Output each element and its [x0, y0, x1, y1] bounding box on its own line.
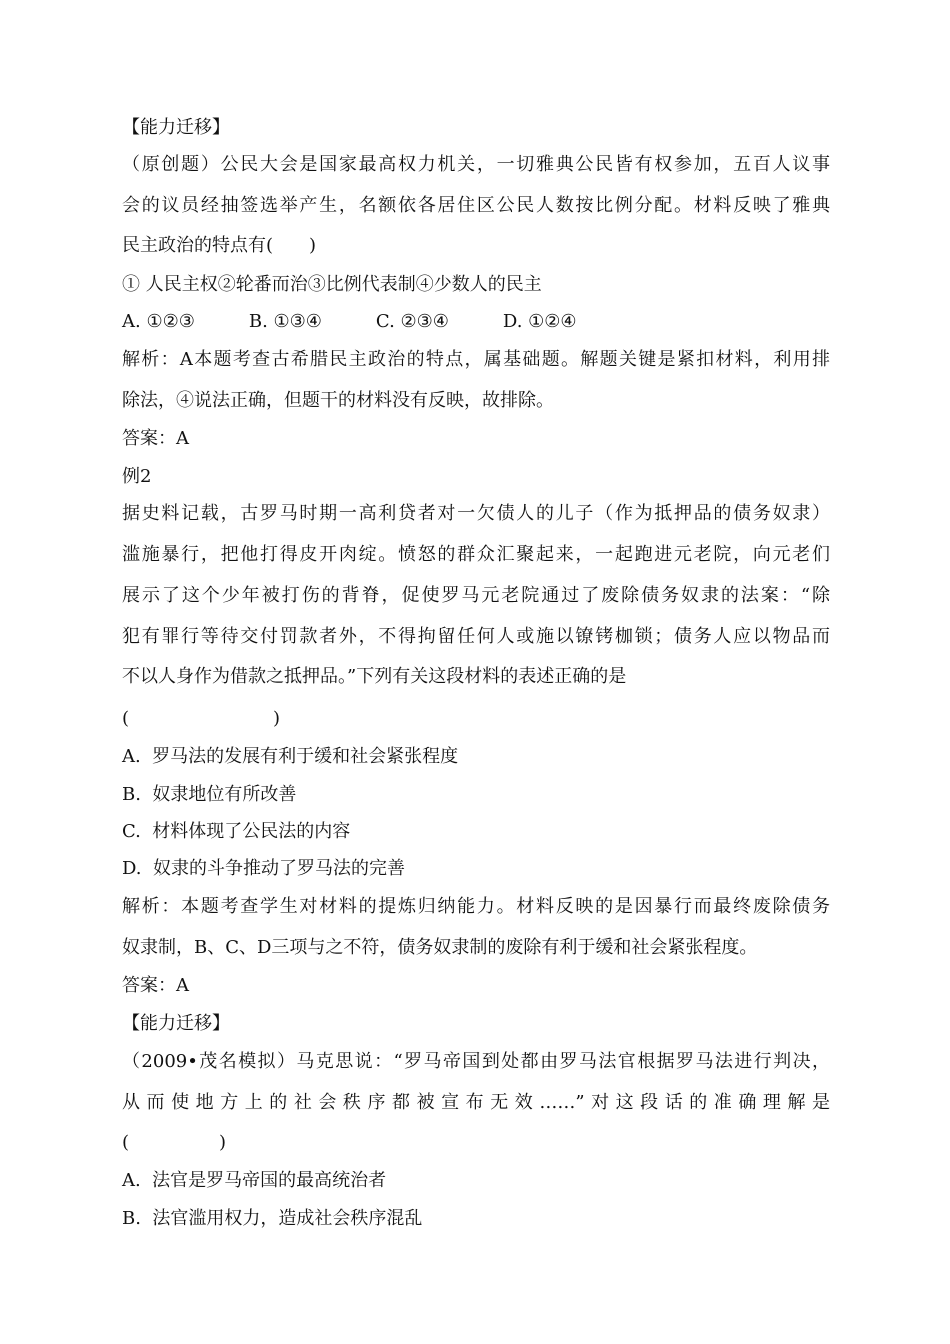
question-text: （2009•茂名模拟）马克思说：“罗马帝国到处都由罗马法官根据罗马法进行判决，	[122, 1051, 830, 1072]
question-text: 据史料记载，古罗马时期一高利贷者对一欠债人的儿子（作为抵押品的债务奴隶）	[122, 503, 830, 524]
section-heading: 【能力迁移】	[122, 117, 230, 138]
answer-choices: A. ①②③ B. ①③④ C. ②③④ D. ①②④	[122, 311, 577, 332]
statement-options: ① 人民主权②轮番而治③比例代表制④少数人的民主	[122, 274, 542, 295]
question-text: （原创题）公民大会是国家最高权力机关，一切雅典公民皆有权参加，五百人议事	[122, 154, 830, 175]
question-text: 展示了这个少年被打伤的背脊，促使罗马元老院通过了废除债务奴隶的法案：“除	[122, 585, 830, 606]
analysis-text: 解析：本题考查学生对材料的提炼归纳能力。材料反映的是因暴行而最终废除债务	[122, 896, 830, 917]
section-heading: 【能力迁移】	[122, 1013, 230, 1034]
analysis-text: 奴隶制，B、C、D三项与之不符，债务奴隶制的废除有利于缓和社会紧张程度。	[122, 937, 758, 958]
analysis-text: 解析：A本题考查古希腊民主政治的特点，属基础题。解题关键是紧扣材料，利用排	[122, 349, 830, 370]
question-text: 从而使地方上的社会秩序都被宣布无效……”对这段话的准确理解是	[122, 1092, 830, 1113]
example-label: 例2	[122, 466, 152, 487]
choice-c: C. 材料体现了公民法的内容	[122, 821, 351, 842]
question-text: 不以人身作为借款之抵押品。”下列有关这段材料的表述正确的是	[122, 666, 627, 687]
choice-b: B. 奴隶地位有所改善	[122, 784, 297, 805]
choice-d: D. 奴隶的斗争推动了罗马法的完善	[122, 858, 405, 879]
question-text: 会的议员经抽签选举产生，名额依各居住区公民人数按比例分配。材料反映了雅典	[122, 195, 830, 216]
question-text: 犯有罪行等待交付罚款者外，不得拘留任何人或施以镣铐枷锁；债务人应以物品而	[122, 626, 830, 647]
question-text: 滥施暴行，把他打得皮开肉绽。愤怒的群众汇聚起来，一起跑进元老院，向元老们	[122, 544, 830, 565]
answer-text: 答案：A	[122, 428, 189, 449]
choice-a: A. 法官是罗马帝国的最高统治者	[122, 1170, 387, 1191]
question-text: 民主政治的特点有( )	[122, 235, 317, 256]
answer-blank: ( )	[122, 708, 281, 729]
choice-b: B. 法官滥用权力，造成社会秩序混乱	[122, 1208, 423, 1229]
analysis-text: 除法，④说法正确，但题干的材料没有反映，故排除。	[122, 390, 554, 411]
answer-text: 答案：A	[122, 975, 189, 996]
choice-a: A. 罗马法的发展有利于缓和社会紧张程度	[122, 746, 459, 767]
answer-blank: ( )	[122, 1132, 227, 1153]
